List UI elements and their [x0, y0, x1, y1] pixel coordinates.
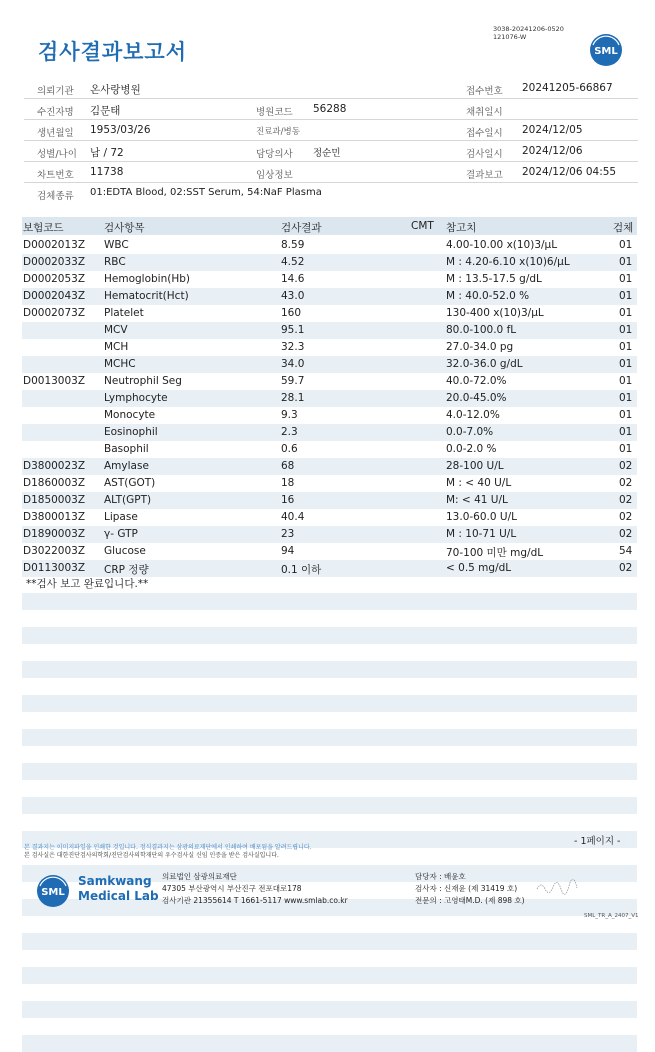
row-specimen: 01 [619, 358, 633, 370]
row-test-name: Hemoglobin(Hb) [104, 273, 191, 285]
row-specimen: 01 [619, 324, 633, 336]
row-specimen: 01 [619, 307, 633, 319]
row-reference: M : 13.5-17.5 g/dL [446, 273, 542, 285]
hospital-code-value: 56288 [313, 103, 347, 115]
row-specimen: 02 [619, 494, 633, 506]
report-date-value: 2024/12/06 04:55 [522, 166, 617, 178]
info-row-6 [24, 183, 638, 203]
row-test-name: ALT(GPT) [104, 494, 152, 506]
dept-label: 진료과/병동 [256, 127, 300, 137]
row-reference: 0.0-2.0 % [446, 443, 497, 455]
row-test-name: Basophil [104, 443, 149, 455]
birth-label: 생년월일 [37, 128, 74, 139]
header-cmt: CMT [411, 220, 434, 232]
report-label: 결과보고 [466, 170, 503, 181]
row-specimen: 02 [619, 477, 633, 489]
info-row-3 [24, 120, 638, 141]
signer-manager: 담당자 : 배윤호 [415, 872, 466, 881]
row-specimen: 01 [619, 443, 633, 455]
header-specimen: 검체 [613, 222, 634, 234]
row-result: 4.52 [281, 256, 305, 268]
table-row [22, 560, 637, 577]
row-test-name: Eosinophil [104, 426, 158, 438]
row-reference: M : 10-71 U/L [446, 528, 517, 540]
row-specimen: 02 [619, 562, 633, 574]
empty-row [22, 933, 637, 950]
row-specimen: 02 [619, 511, 633, 523]
row-result: 16 [281, 494, 295, 506]
brand-line1: Samkwang [78, 874, 152, 888]
row-result: 28.1 [281, 392, 305, 404]
print-notice: 본 결과지는 이미지파일을 인쇄한 것입니다. 정식결과지는 삼광의료재단에서 인쇄하여 배포됨을 알려드립니다. [24, 844, 312, 851]
row-specimen: 01 [619, 409, 633, 421]
row-code: D1890003Z [23, 528, 86, 540]
sex-age-label: 성별/나이 [37, 149, 77, 160]
lab-name: 의료법인 삼광의료재단 [162, 872, 237, 881]
row-result: 95.1 [281, 324, 305, 336]
specimen-label: 검체종류 [37, 191, 74, 202]
row-code: D0013003Z [23, 375, 86, 387]
row-result: 2.3 [281, 426, 298, 438]
row-specimen: 54 [619, 545, 633, 557]
row-result: 160 [281, 307, 302, 319]
row-test-name: Neutrophil Seg [104, 375, 182, 387]
row-result: 9.3 [281, 409, 298, 421]
empty-row [22, 763, 637, 780]
row-reference: 130-400 x(10)3/μL [446, 307, 544, 319]
row-test-name: Glucose [104, 545, 146, 557]
row-reference: 70-100 미만 mg/dL [446, 547, 544, 559]
row-specimen: 01 [619, 392, 633, 404]
table-row [22, 237, 637, 254]
row-code: D0002073Z [23, 307, 86, 319]
document-id-line1: 3038-20241206-0520 [493, 25, 564, 33]
chart-no-value: 11738 [90, 166, 124, 178]
clinical-label: 임상정보 [256, 170, 293, 181]
row-test-name: γ- GTP [104, 528, 138, 540]
page-title: 검사결과보고서 [38, 40, 188, 64]
row-result: 23 [281, 528, 295, 540]
brand-name [78, 874, 159, 904]
row-specimen: 01 [619, 290, 633, 302]
row-code: D0113003Z [23, 562, 86, 574]
row-result: 18 [281, 477, 295, 489]
table-row [22, 458, 637, 475]
row-reference: 13.0-60.0 U/L [446, 511, 517, 523]
empty-row [22, 1035, 637, 1052]
empty-row [22, 593, 637, 610]
sml-footer-logo-text: SML [41, 887, 65, 898]
brand-line2: Medical Lab [78, 889, 159, 903]
lab-address [162, 871, 348, 907]
sml-logo-text: SML [594, 46, 618, 57]
row-reference: 4.00-10.00 x(10)3/μL [446, 239, 558, 251]
sml-logo [589, 33, 623, 67]
row-test-name: MCHC [104, 358, 136, 370]
table-row [22, 254, 637, 271]
signer-tester: 검사자 : 신재윤 (제 31419 호) [415, 884, 518, 893]
row-test-name: AST(GOT) [104, 477, 156, 489]
row-reference: 28-100 U/L [446, 460, 504, 472]
row-result: 68 [281, 460, 295, 472]
row-reference: 4.0-12.0% [446, 409, 500, 421]
row-result: 0.1 이하 [281, 564, 322, 576]
row-result: 0.6 [281, 443, 298, 455]
report-complete-note: **검사 보고 완료입니다.** [26, 578, 149, 590]
row-test-name: MCH [104, 341, 129, 353]
row-specimen: 01 [619, 375, 633, 387]
page-number: - 1페이지 - [574, 836, 621, 847]
row-reference: 32.0-36.0 g/dL [446, 358, 523, 370]
row-reference: 80.0-100.0 fL [446, 324, 517, 336]
row-result: 32.3 [281, 341, 305, 353]
hospital-value: 온사랑병원 [90, 84, 141, 96]
table-row [22, 509, 637, 526]
hospital-label: 의뢰기관 [37, 86, 74, 97]
receipt-date-value: 2024/12/05 [522, 124, 583, 136]
sml-footer-logo [36, 874, 70, 908]
row-specimen: 01 [619, 239, 633, 251]
row-code: D0002033Z [23, 256, 86, 268]
row-result: 34.0 [281, 358, 305, 370]
header-reference: 참고치 [446, 222, 477, 234]
table-row [22, 373, 637, 390]
table-row [22, 322, 637, 339]
row-result: 8.59 [281, 239, 305, 251]
doctor-value: 정순민 [313, 148, 341, 159]
table-row [22, 271, 637, 288]
header-name: 검사항목 [104, 222, 145, 234]
sex-age-value: 남 / 72 [90, 147, 124, 159]
header-result: 검사결과 [281, 222, 322, 234]
row-specimen: 01 [619, 426, 633, 438]
row-result: 14.6 [281, 273, 305, 285]
empty-row [22, 1001, 637, 1018]
lab-street: 47305 부산광역시 부산진구 전포대로178 [162, 884, 302, 893]
row-reference: M : < 40 U/L [446, 477, 512, 489]
lab-contact: 검사기관 21355614 T 1661-5117 www.smlab.co.kr [162, 896, 348, 905]
row-test-name: Lymphocyte [104, 392, 168, 404]
row-test-name: Monocyte [104, 409, 156, 421]
row-reference: M: < 41 U/L [446, 494, 508, 506]
hospital-code-label: 병원코드 [256, 107, 293, 118]
row-test-name: Lipase [104, 511, 138, 523]
empty-row [22, 967, 637, 984]
table-row [22, 356, 637, 373]
row-specimen: 01 [619, 273, 633, 285]
row-reference: M : 4.20-6.10 x(10)6/μL [446, 256, 570, 268]
row-reference: 20.0-45.0% [446, 392, 507, 404]
info-row-1 [24, 78, 638, 99]
patient-name-value: 김문태 [90, 105, 121, 117]
signature-scribble [535, 879, 585, 895]
row-reference: < 0.5 mg/dL [446, 562, 512, 574]
empty-row [22, 695, 637, 712]
table-row [22, 441, 637, 458]
row-code: D3022003Z [23, 545, 86, 557]
row-result: 94 [281, 545, 295, 557]
empty-row [22, 661, 637, 678]
specimen-value: 01:EDTA Blood, 02:SST Serum, 54:NaF Plasma [90, 187, 322, 198]
row-reference: M : 40.0-52.0 % [446, 290, 530, 302]
row-reference: 40.0-72.0% [446, 375, 507, 387]
table-row [22, 390, 637, 407]
signer-specialist: 전문의 : 고영태M.D. (제 898 호) [415, 896, 525, 905]
results-table-header [22, 217, 637, 235]
row-reference: 0.0-7.0% [446, 426, 494, 438]
birth-value: 1953/03/26 [90, 124, 151, 136]
row-specimen: 01 [619, 341, 633, 353]
row-test-name: CRP 정량 [104, 564, 149, 576]
row-specimen: 01 [619, 256, 633, 268]
document-id [493, 25, 564, 41]
receipt-no-label: 접수번호 [466, 86, 503, 97]
patient-label: 수진자명 [37, 107, 74, 118]
table-row [22, 305, 637, 322]
row-code: D3800023Z [23, 460, 86, 472]
collect-label: 채취일시 [466, 107, 503, 118]
row-code: D0002013Z [23, 239, 86, 251]
table-row [22, 424, 637, 441]
row-test-name: WBC [104, 239, 129, 251]
info-row-5 [24, 162, 638, 183]
table-row [22, 407, 637, 424]
info-row-2 [24, 99, 638, 120]
row-result: 59.7 [281, 375, 305, 387]
row-code: D0002053Z [23, 273, 86, 285]
row-reference: 27.0-34.0 pg [446, 341, 514, 353]
signers [415, 871, 525, 907]
form-code: SML_TR_A_2407_V1 [584, 913, 639, 919]
test-date-value: 2024/12/06 [522, 145, 583, 157]
test-date-label: 검사일시 [466, 149, 503, 160]
document-id-line2: 121076-W [493, 33, 527, 41]
row-code: D3800013Z [23, 511, 86, 523]
row-test-name: MCV [104, 324, 128, 336]
row-code: D1860003Z [23, 477, 86, 489]
row-result: 43.0 [281, 290, 305, 302]
row-result: 40.4 [281, 511, 305, 523]
row-test-name: Platelet [104, 307, 144, 319]
row-test-name: Hematocrit(Hct) [104, 290, 189, 302]
row-test-name: RBC [104, 256, 126, 268]
chart-no-label: 차트번호 [37, 170, 74, 181]
header-code: 보험코드 [23, 222, 64, 234]
table-row [22, 475, 637, 492]
doctor-label: 담당의사 [256, 149, 293, 160]
receipt-no-value: 20241205-66867 [522, 82, 613, 94]
table-row [22, 492, 637, 509]
empty-row [22, 627, 637, 644]
row-test-name: Amylase [104, 460, 149, 472]
empty-row [22, 729, 637, 746]
table-row [22, 339, 637, 356]
table-row [22, 288, 637, 305]
certification-notice: 본 검사실은 대한진단검사의학회/진단검사의학재단의 우수검사실 신임 인증을 받은 검사실입니다. [24, 852, 279, 859]
table-row [22, 543, 637, 560]
row-code: D1850003Z [23, 494, 86, 506]
row-specimen: 02 [619, 460, 633, 472]
table-row [22, 526, 637, 543]
info-row-4 [24, 141, 638, 162]
empty-row [22, 797, 637, 814]
receipt-date-label: 접수일시 [466, 128, 503, 139]
row-specimen: 02 [619, 528, 633, 540]
row-code: D0002043Z [23, 290, 86, 302]
